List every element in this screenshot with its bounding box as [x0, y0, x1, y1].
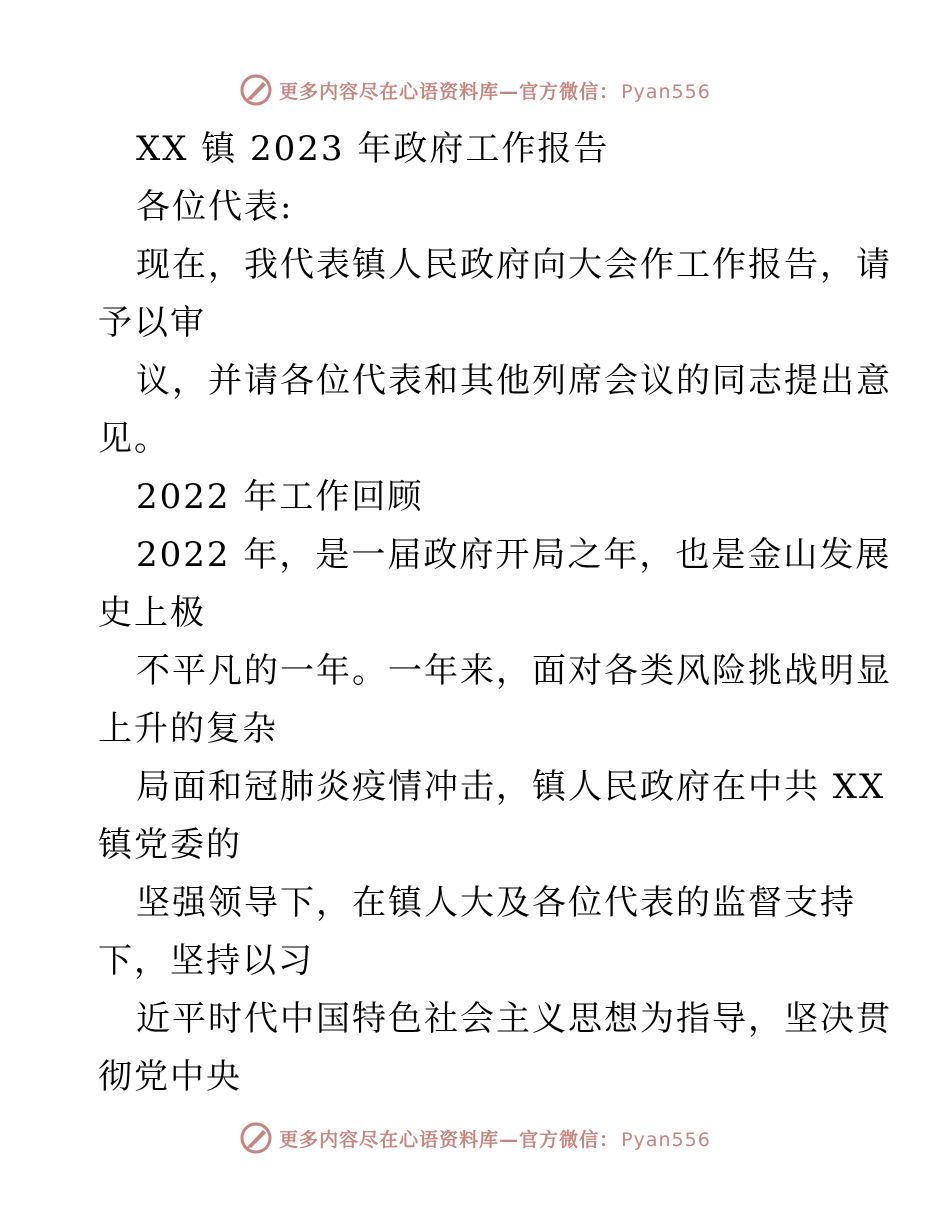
text-line: 2022 年，是一届政府开局之年，也是金山发展: [136, 535, 892, 575]
text-line: 史上极: [98, 593, 206, 633]
text-line: 议，并请各位代表和其他列席会议的同志提出意: [136, 361, 892, 401]
text-line: 坚强领导下，在镇人大及各位代表的监督支持: [136, 883, 856, 923]
text-line: 各位代表:: [136, 187, 294, 227]
footer-watermark: [0, 1118, 950, 1158]
header-watermark: [0, 70, 950, 110]
watermark-handle: Pyan556: [621, 1128, 711, 1151]
watermark-text: 更多内容尽在心语资料库—官方微信： Pyan556: [279, 80, 711, 103]
text-line: XX 镇 2023 年政府工作报告: [136, 129, 610, 169]
text-line: 2022 年工作回顾: [136, 477, 424, 517]
text-line: 现在，我代表镇人民政府向大会作工作报告，请: [136, 245, 892, 285]
text-line: 上升的复杂: [98, 709, 278, 749]
text-line: 见。: [98, 419, 170, 459]
text-line: 彻党中央: [98, 1057, 242, 1097]
quill-logo-icon: [239, 1121, 273, 1155]
text-line: 予以审: [98, 303, 206, 343]
watermark-text: 更多内容尽在心语资料库—官方微信： Pyan556: [279, 1128, 711, 1151]
text-line: 局面和冠肺炎疫情冲击，镇人民政府在中共 XX: [136, 767, 886, 807]
text-line: 近平时代中国特色社会主义思想为指导，坚决贯: [136, 999, 892, 1039]
text-line: 不平凡的一年。一年来，面对各类风险挑战明显: [136, 651, 892, 691]
text-line: 下，坚持以习: [98, 941, 314, 981]
quill-logo-icon: [239, 73, 273, 107]
watermark-handle: Pyan556: [621, 80, 711, 103]
document-body: [98, 120, 892, 1106]
text-line: 镇党委的: [98, 825, 242, 865]
